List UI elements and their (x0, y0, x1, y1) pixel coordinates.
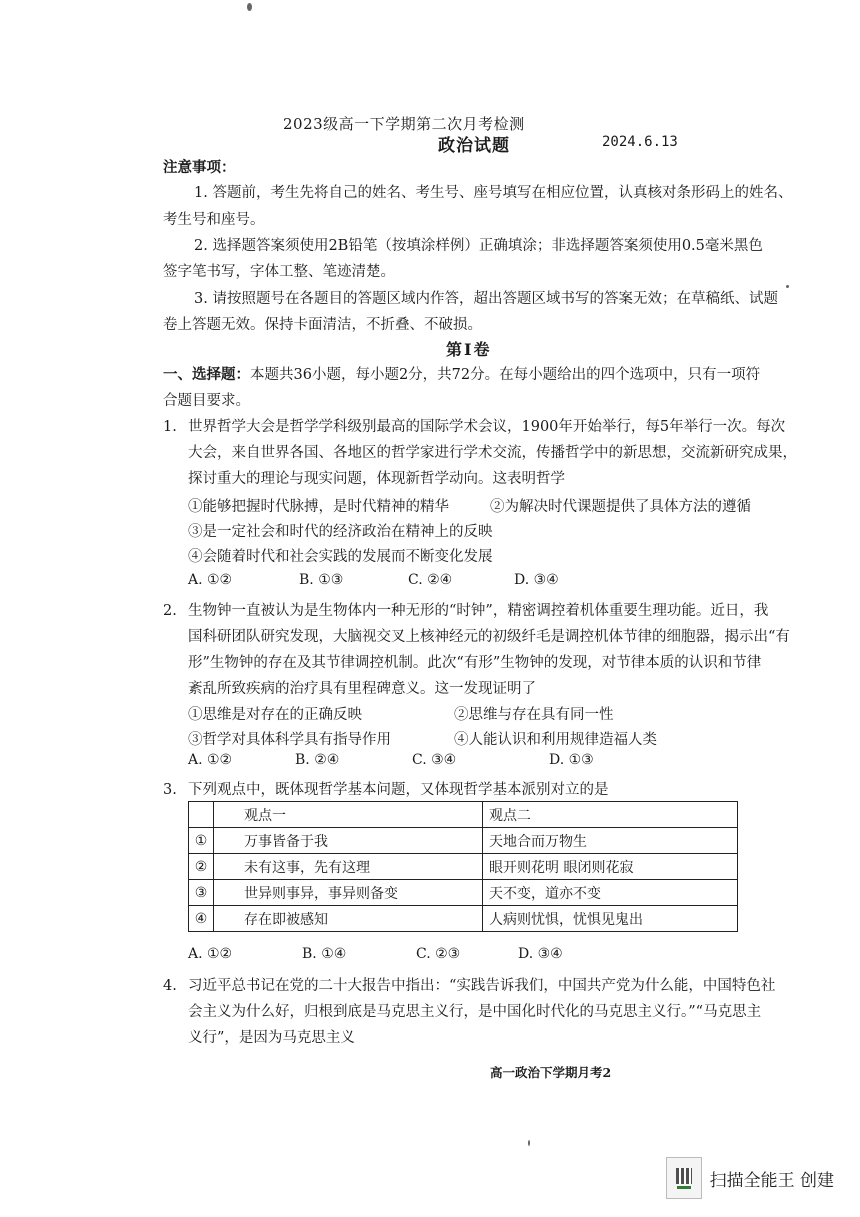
section-label: 一、选择题： (163, 366, 250, 383)
viewpoint-table (188, 801, 738, 932)
question-number: 3. (163, 782, 177, 798)
scan-speck (528, 1140, 530, 1146)
table-cell: 人病则忧惧，忧惧见鬼出 (483, 906, 738, 932)
option-a: A. ①② (188, 752, 233, 768)
table-header-cell: 观点一 (214, 802, 483, 828)
question-stem-line: 探讨重大的理论与现实问题，体现新哲学动向。这表明哲学 (188, 471, 565, 487)
table-row (189, 828, 738, 854)
table-cell: ② (189, 854, 214, 880)
question-stem-line: 国科研团队研究发现，大脑视交叉上核神经元的初级纤毛是调控机体节律的细胞器，揭示出“有 (188, 629, 790, 645)
table-row (189, 906, 738, 932)
section-desc: 本题共36小题，每小题2分，共72分。在每小题给出的四个选项中，只有一项符 (250, 367, 761, 383)
table-header-cell: 观点二 (483, 802, 738, 828)
table-cell: 眼开则花明 眼闭则花寂 (483, 854, 738, 880)
question-stem-line: 会主义为什么好，归根到底是马克思主义行，是中国化时代化的马克思主义行。”“马克思主 (188, 1004, 762, 1020)
table-cell: 世异则事异，事异则备变 (214, 880, 483, 906)
watermark-text: 扫描全能王 创建 (709, 1170, 834, 1191)
notice-heading: 注意事项： (163, 159, 236, 176)
statement: ①思维是对存在的正确反映 (188, 707, 362, 723)
option-a: A. ①② (188, 946, 233, 962)
statement: ③哲学对具体科学具有指导作用 (188, 732, 391, 748)
question-number: 2. (163, 603, 177, 619)
table-cell: 存在即被感知 (214, 906, 483, 932)
question-stem-line: 生物钟一直被认为是生物体内一种无形的“时钟”，精密调控着机体重要生理功能。近日，我 (188, 603, 769, 619)
table-header-cell (189, 802, 214, 828)
table-header-row (189, 802, 738, 828)
table-cell: 天地合而万物生 (483, 828, 738, 854)
statement: ④会随着时代和社会实践的发展而不断变化发展 (188, 549, 493, 565)
table-cell: 天不变，道亦不变 (483, 880, 738, 906)
statement: ④人能认识和利用规律造福人类 (454, 732, 657, 748)
question-number: 4. (163, 978, 177, 994)
page-footer: 高一政治下学期月考2 (490, 1065, 612, 1080)
section-desc-cont: 合题目要求。 (163, 393, 250, 409)
section-heading (163, 362, 760, 388)
exam-date: 2024.6.13 (602, 134, 678, 150)
question-stem-line: 大会，来自世界各国、各地区的哲学家进行学术交流，传播哲学中的新思想，交流新研究成果， (188, 445, 797, 461)
option-a: A. ①② (188, 572, 233, 588)
option-b: B. ②④ (295, 752, 340, 768)
notice-line: 3. 请按照题号在各题目的答题区域内作答，超出答题区域书写的答案无效；在草稿纸、试题 (194, 291, 778, 307)
exam-title: 2023级高一下学期第二次月考检测 (283, 115, 525, 133)
volume-title: 第Ⅰ卷 (446, 340, 492, 359)
scan-speck (786, 285, 789, 288)
table-row (189, 880, 738, 906)
statement: ①能够把握时代脉搏，是时代精神的精华 (188, 499, 449, 515)
camscanner-logo-icon (666, 1157, 702, 1199)
question-stem-line: 习近平总书记在党的二十大报告中指出：“实践告诉我们，中国共产党为什么能，中国特色社 (188, 978, 776, 994)
option-d: D. ③④ (518, 946, 563, 962)
option-c: C. ②④ (408, 572, 453, 588)
option-c: C. ③④ (412, 752, 457, 768)
notice-line: 卷上答题无效。保持卡面清洁，不折叠、不破损。 (163, 317, 482, 333)
statement: ②为解决时代课题提供了具体方法的遵循 (490, 499, 751, 515)
notice-line: 签字笔书写，字体工整、笔迹清楚。 (163, 264, 395, 280)
option-b: B. ①④ (302, 946, 347, 962)
notice-line: 1. 答题前，考生先将自己的姓名、考生号、座号填写在相应位置，认真核对条形码上的姓名、 (194, 185, 793, 201)
qr-code-icon (676, 1168, 692, 1184)
question-stem-line: 下列观点中，既体现哲学基本问题，又体现哲学基本派别对立的是 (188, 782, 609, 798)
logo-bar (677, 1186, 691, 1189)
table-cell: 未有这事，先有这理 (214, 854, 483, 880)
table-cell: ③ (189, 880, 214, 906)
option-d: D. ③④ (514, 572, 559, 588)
table-row (189, 854, 738, 880)
table-cell: ④ (189, 906, 214, 932)
table-cell: 万事皆备于我 (214, 828, 483, 854)
question-number: 1. (163, 419, 177, 435)
question-stem-line: 形”生物钟的存在及其节律调控机制。此次“有形”生物钟的发现，对节律本质的认识和节律 (188, 655, 762, 671)
option-b: B. ①③ (299, 572, 344, 588)
option-c: C. ②③ (416, 946, 461, 962)
question-stem-line: 义行”，是因为马克思主义 (188, 1030, 355, 1046)
question-stem-line: 紊乱所致疾病的治疗具有里程碑意义。这一发现证明了 (188, 681, 536, 697)
notice-line: 考生号和座号。 (163, 212, 265, 228)
notice-line: 2. 选择题答案须使用2B铅笔（按填涂样例）正确填涂；非选择题答案须使用0.5毫米黑色 (194, 238, 763, 254)
table-cell: ① (189, 828, 214, 854)
exam-subject: 政治试题 (438, 136, 510, 156)
scanner-watermark (666, 1157, 834, 1199)
option-d: D. ①③ (549, 752, 594, 768)
statement: ②思维与存在具有同一性 (454, 707, 614, 723)
question-stem-line: 世界哲学大会是哲学学科级别最高的国际学术会议，1900年开始举行，每5年举行一次。每次 (188, 419, 786, 435)
scan-speck (247, 3, 252, 11)
statement: ③是一定社会和时代的经济政治在精神上的反映 (188, 524, 493, 540)
